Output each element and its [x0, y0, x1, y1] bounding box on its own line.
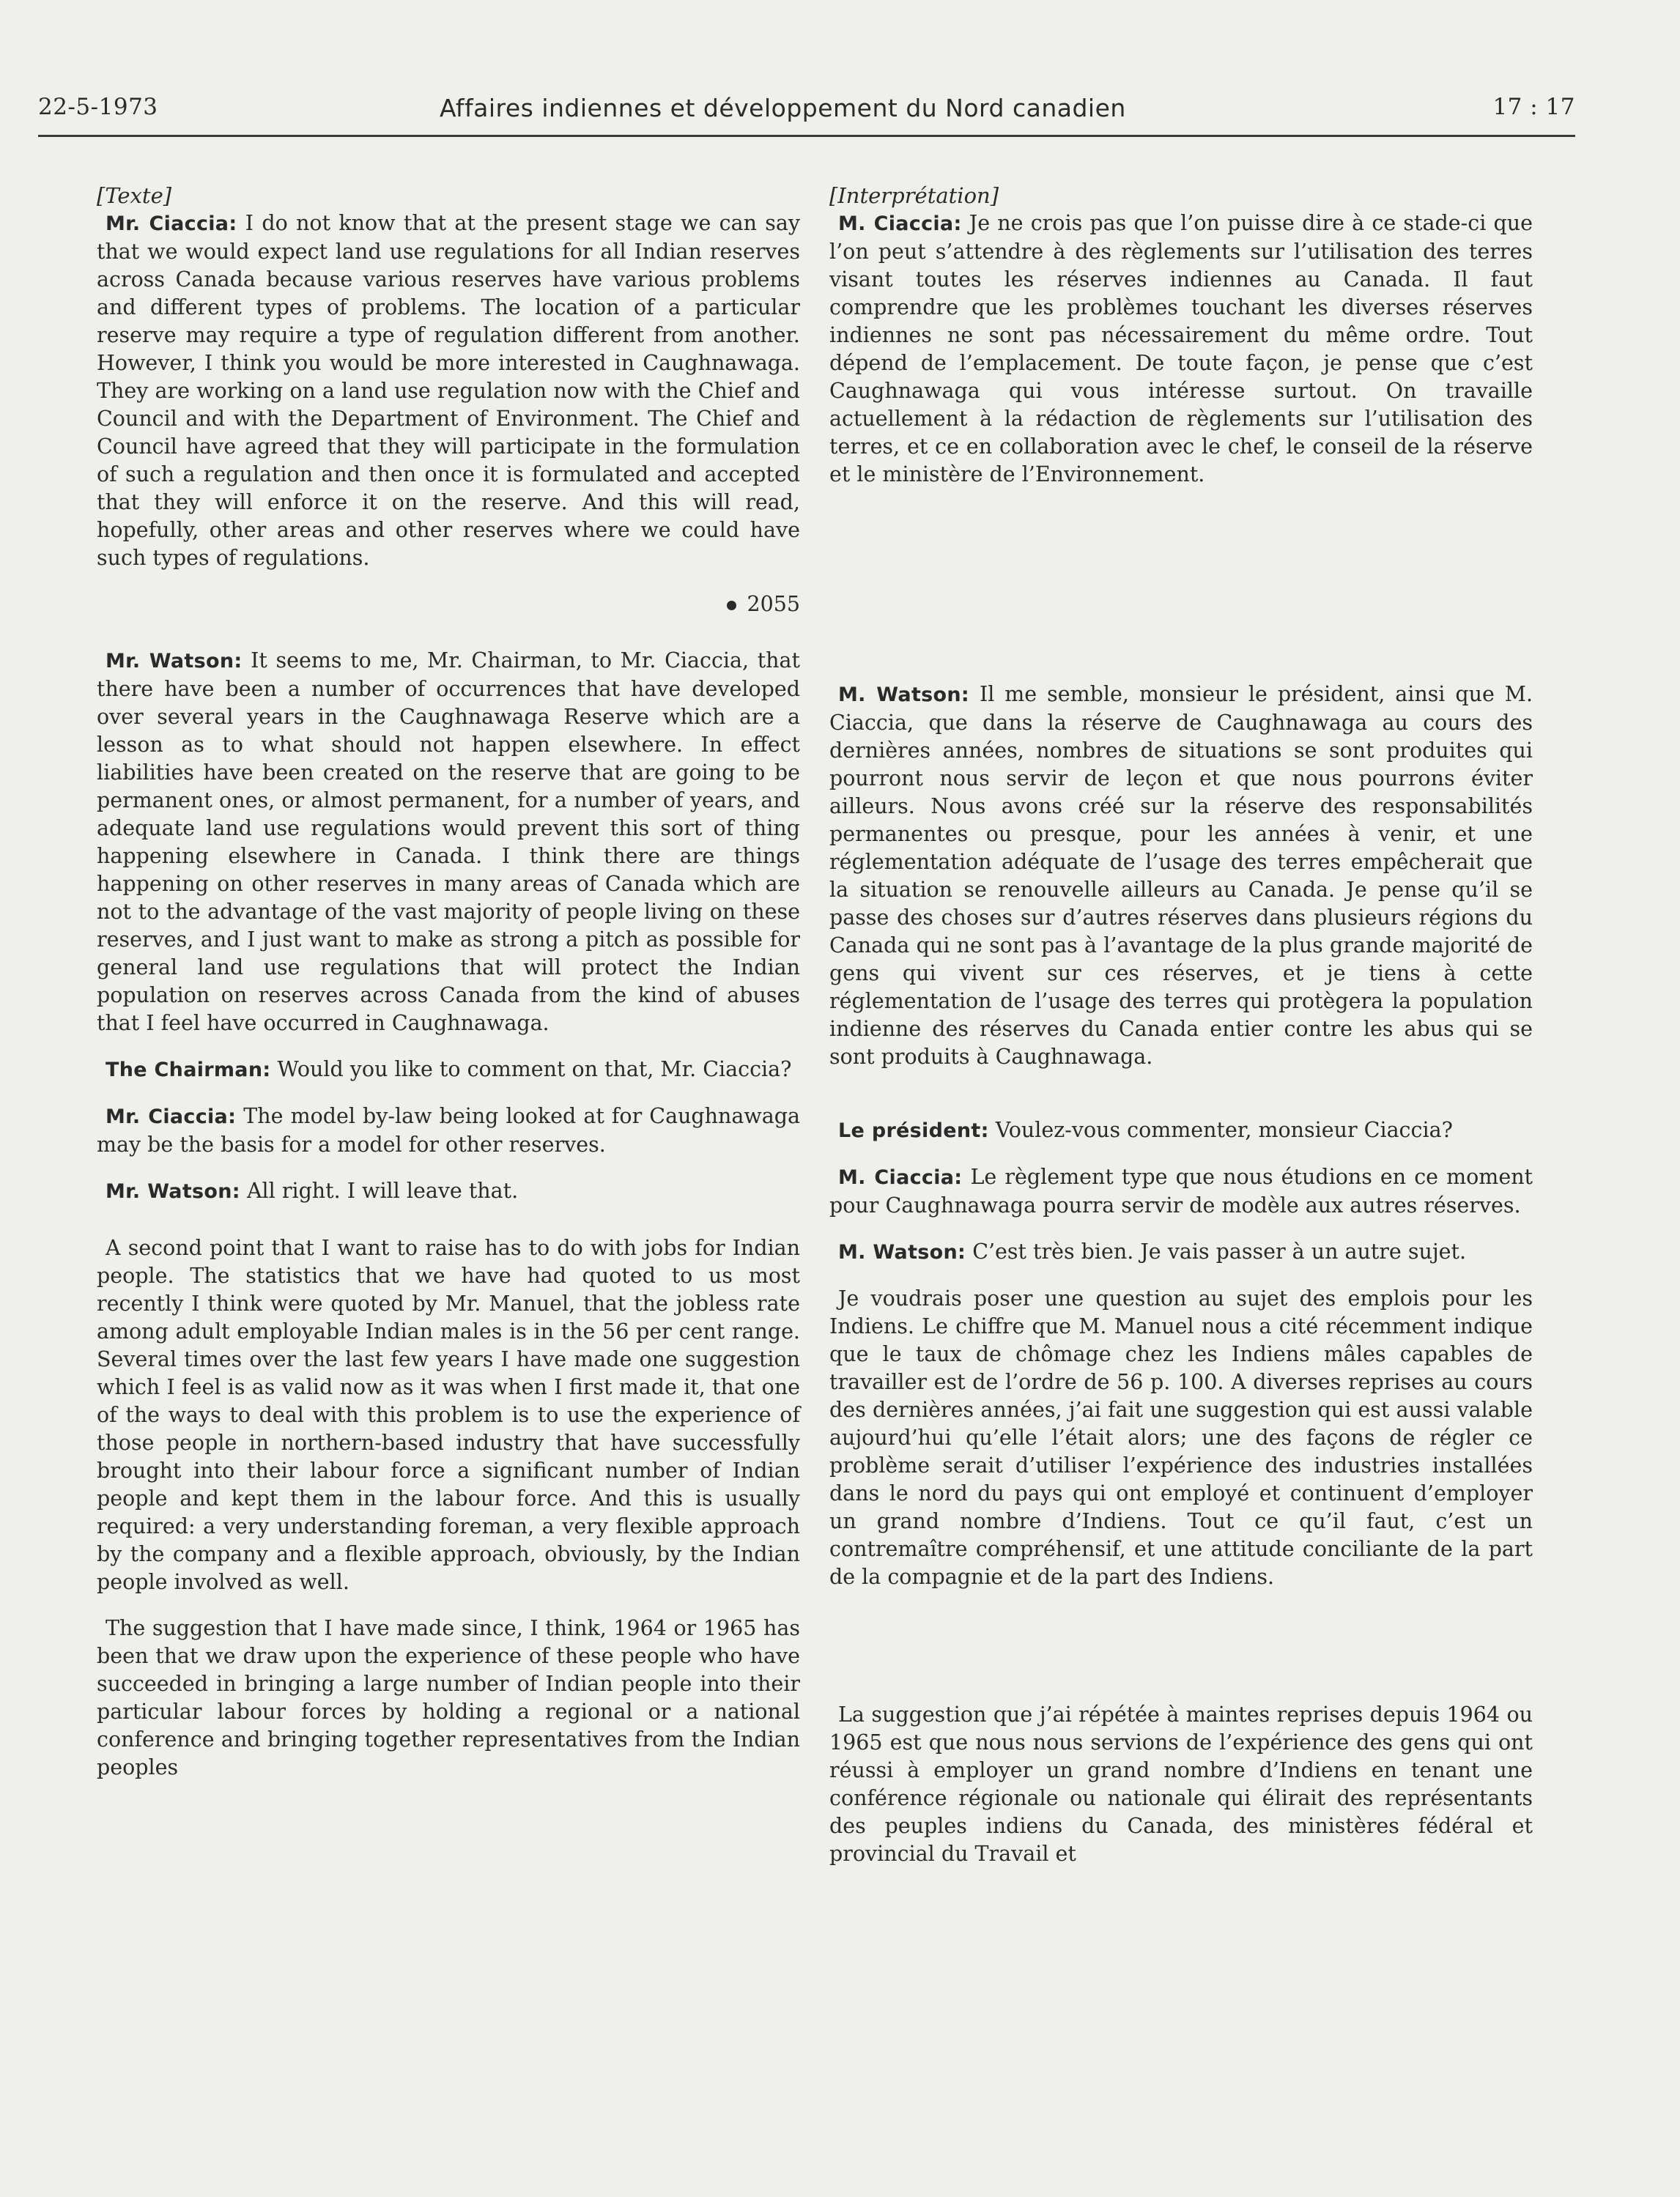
paragraph-ciaccia-2 [97, 1103, 800, 1159]
speaker-label: M. Watson: [838, 683, 969, 706]
paragraph-watson-2 [97, 1177, 800, 1206]
header-page-number: 17 : 17 [1492, 94, 1575, 120]
speaker-label: Mr. Watson: [106, 650, 243, 673]
header-date: 22-5-1973 [38, 94, 158, 120]
paragraph-text: Il me semble, monsieur le président, ainsi que M. Ciaccia, que dans la réserve de Caughnawaga au cours des dernières années, nombres de situations se sont produites qui pourront nous servir de leçon et que nous pourrons éviter ailleurs. Nous avons créé sur la réserve des responsabilités permanentes ou presque, pour les années à venir, et une réglementation adéquate de l’usage des terres empêcherait que la situation se renouvelle ailleurs au Canada. Je pense qu’il se passe des choses sur d’autres réserves dans plusieurs régions du Canada qui ne sont pas à l’avantage de la plus grande majorité de gens qui vivent sur ces réserves, et je tiens à cette réglementation de l’usage des terres qui protègera la population indienne des réserves du Canada entier contre les abus qui se sont produits à Caughnawaga. [829, 682, 1533, 1069]
speaker-label: M. Ciaccia: [838, 212, 962, 235]
paragraph-ciaccia-1-fr [829, 210, 1533, 489]
paragraph-jobs [97, 1234, 800, 1596]
time-marker [97, 590, 800, 618]
paragraph-text: The suggestion that I have made since, I think, 1964 or 1965 has been that we draw upon the experience of these people who have succeeded in bringing a large number of Indian people into their particular labour forces by holding a regional or a national conference and bringing together representatives from the Indian peoples [97, 1616, 800, 1779]
paragraph-suggestion [97, 1615, 800, 1782]
speaker-label: Mr. Ciaccia: [106, 1105, 237, 1128]
english-column [97, 182, 800, 1782]
paragraph-text: The model by-law being looked at for Caughnawaga may be the basis for a model for other reserves. [97, 1104, 801, 1157]
speaker-label: Mr. Ciaccia: [106, 212, 237, 235]
paragraph-text: I do not know that at the present stage we can say that we would expect land use regulations for all Indian reserves across Canada because various reserves have various problems and different types of problems. The location of a particular reserve may require a type of regulation different from another. However, I think you would be more interested in Caughnawaga. They are working on a land use regulation now with the Chief and Council and with the Department of Environment. The Chief and Council have agreed that they will participate in the formulation of such a regulation and then once it is formulated and accepted that they will enforce it on the reserve. And this will read, hopefully, other areas and other reserves where we could have such types of regulations. [97, 211, 800, 570]
speaker-label: Le président: [838, 1119, 989, 1142]
paragraph-text: Je ne crois pas que l’on puisse dire à ce stade-ci que l’on peut s’attendre à des règlements sur l’utilisation des terres visant toutes les réserves indiennes au Canada. Il faut comprendre que les problèmes touchant les diverses réserves indiennes ne sont pas nécessairement du même ordre. Tout dépend de l’emplacement. De toute façon, je pense que c’est Caughnawaga qui vous intéresse surtout. On travaille actuellement à la rédaction de règlements sur l’utilisation des terres, et ce en collaboration avec le chef, le conseil de la réserve et le ministère de l’Environnement. [829, 211, 1533, 486]
paragraph-text: Voulez-vous commenter, monsieur Ciaccia? [995, 1118, 1453, 1142]
paragraph-president-fr [829, 1116, 1533, 1145]
paragraph-text: La suggestion que j’ai répétée à maintes reprises depuis 1964 ou 1965 est que nous nous servions de l’expérience des gens qui ont réussi à employer un grand nombre d’Indiens en tenant une conférence régionale ou nationale qui élirait des représentants des peuples indiens du Canada, des ministères fédéral et provincial du Travail et [829, 1703, 1533, 1866]
page-header [38, 94, 1575, 137]
paragraph-emplois-fr [829, 1285, 1533, 1591]
paragraph-watson-1-fr [829, 681, 1533, 1071]
paragraph-text: Je voudrais poser une question au sujet des emplois pour les Indiens. Le chiffre que M. Manuel nous a cité récemment indique que le taux de chômage chez les Indiens mâles capables de travailler est de l’ordre de 56 p. 100. A diverses reprises au cours des dernières années, j’ai fait une suggestion qui est aussi valable aujourd’hui qu’elle l’était alors; une des façons de régler ce problème serait d’utiliser l’expérience des industries installées dans le nord du pays qui ont employé et continuent d’employer un grand nombre d’Indiens. Tout ce qu’il faut, c’est un contremaître compréhensif, et une attitude conciliante de la part de la compagnie et de la part des Indiens. [829, 1286, 1533, 1589]
paragraph-suggestion-fr [829, 1701, 1533, 1868]
paragraph-text: Le règlement type que nous étudions en ce moment pour Caughnawaga pourra servir de modèle aux autres réserves. [829, 1165, 1533, 1218]
speaker-label: The Chairman: [106, 1059, 271, 1081]
paragraph-text: C’est très bien. Je vais passer à un autre sujet. [972, 1240, 1467, 1264]
bullet-dot-icon [727, 601, 736, 610]
paragraph-text: All right. I will leave that. [246, 1179, 519, 1203]
speaker-label: M. Watson: [838, 1241, 966, 1264]
section-tag-interpretation: [Interprétation] [829, 183, 999, 208]
paragraph-watson-2-fr [829, 1238, 1533, 1267]
header-title: Affaires indiennes et développement du Nord canadien [440, 94, 1126, 122]
paragraph-text: Would you like to comment on that, Mr. Ciaccia? [277, 1057, 792, 1081]
paragraph-watson-1 [97, 647, 800, 1037]
speaker-label: Mr. Watson: [106, 1180, 240, 1203]
speaker-label: M. Ciaccia: [838, 1166, 963, 1189]
section-tag-texte: [Texte] [97, 183, 172, 208]
french-column [829, 182, 1533, 1868]
paragraph-text: A second point that I want to raise has to do with jobs for Indian people. The statistics that we have had quoted to us most recently I think were quoted by Mr. Manuel, that the jobless rate among adult employable Indian males is in the 56 per cent range. Several times over the last few years I have made one suggestion which I feel is as valid now as it was when I first made it, that one of the ways to deal with this problem is to use the experience of those people in northern-based industry that have successfully brought into their labour force a significant number of Indian people and kept them in the labour force. And this is usually required: a very understanding foreman, a very flexible approach by the company and a flexible approach, obviously, by the Indian people involved as well. [97, 1236, 800, 1594]
time-marker-label: 2055 [747, 592, 800, 616]
paragraph-ciaccia-1 [97, 210, 800, 572]
paragraph-text: It seems to me, Mr. Chairman, to Mr. Ciaccia, that there have been a number of occurrences that have developed over several years in the Caughnawaga Reserve which are a lesson as to what should not happen elsewhere. In effect liabilities have been created on the reserve that are going to be permanent ones, or almost permanent, for a number of years, and adequate land use regulations would prevent this sort of thing happening elsewhere in Canada. I think there are things happening on other reserves in many areas of Canada which are not to the advantage of the vast majority of people living on these reserves, and I just want to make as strong a pitch as possible for general land use regulations that will protect the Indian population on reserves across Canada from the kind of abuses that I feel have occurred in Caughnawaga. [97, 648, 800, 1035]
paragraph-ciaccia-2-fr [829, 1163, 1533, 1220]
paragraph-chairman [97, 1056, 800, 1084]
